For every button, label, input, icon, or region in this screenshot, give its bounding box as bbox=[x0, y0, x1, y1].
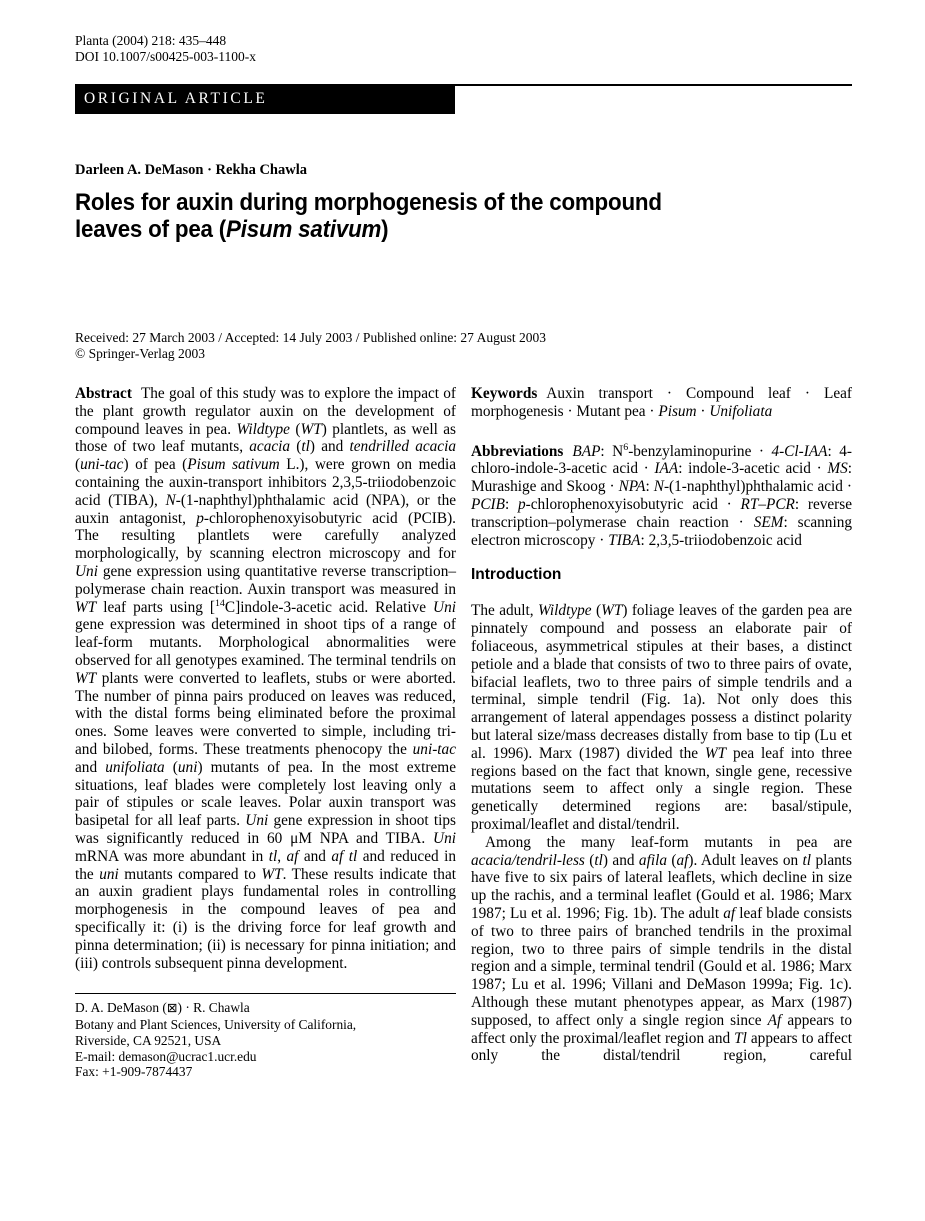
introduction-paragraph-1: The adult, Wildtype (WT) foliage leaves of the garden pea are pinnately compound and possess an elaborate pair of foliaceous, asymmetrical stipules at their bases, a distinct petiole and a blade that consists of two to three pairs of ovate, bifacial leaflets, two to three pairs of simple tendrils and a terminal, simple tendril (Fig. 1a). Not only does this arrangement of lateral appendages possess a distinct polarity but lateral size/mass decreases distally from base to tip (Lu et al. 1996). Marx (1987) divided the WT pea leaf into three regions based on the fact that known, single gene, recessive mutations seem to affect only a single region. These genetically determined regions are: basal/stipule, proximal/leaflet and distal/tendril. bbox=[471, 602, 852, 833]
keywords-text: Auxin transport · Compound leaf · Leaf morphogenesis · Mutant pea · Pisum · Unifoliata bbox=[471, 385, 852, 420]
right-column bbox=[471, 385, 852, 1080]
introduction-heading: Introduction bbox=[471, 566, 562, 584]
correspondence-fax-line: Fax: +1-909-7874437 bbox=[75, 1064, 193, 1080]
article-title bbox=[75, 190, 798, 243]
keywords-paragraph bbox=[471, 385, 852, 421]
abbreviations-text: BAP: $N^6$-benzylaminopurine · 4-Cl-IAA: 4-chloro-indole-3-acetic acid · IAA: indole-3-acetic acid · MS: Murashige and Skoog · NPA: N-(1-naphthyl)phthalamic acid · PCIB: p-chlorophenoxyisobutyric acid · RT–PCR: reverse transcription–polymerase chain reaction · SEM: scanning electron microscopy · TIBA: 2,3,5-triiodobenzoic acid bbox=[471, 441, 853, 549]
correspondence-address-line: Botany and Plant Sciences, University of California, bbox=[75, 1017, 357, 1033]
abstract-label: Abstract bbox=[75, 385, 132, 402]
header-rule bbox=[455, 84, 852, 86]
article-type-row bbox=[75, 84, 852, 114]
abbreviations-paragraph bbox=[471, 443, 852, 550]
abbreviations-label: Abbreviations bbox=[471, 442, 564, 460]
article-type-banner: ORIGINAL ARTICLE bbox=[75, 84, 455, 114]
correspondence-note bbox=[75, 993, 456, 1080]
envelope-icon: ⊠ bbox=[166, 1001, 178, 1017]
two-column-body bbox=[75, 385, 852, 1080]
keywords-label: Keywords bbox=[471, 385, 538, 402]
correspondence-rule bbox=[75, 993, 456, 994]
journal-citation: Planta (2004) 218: 435–448 bbox=[75, 33, 227, 48]
authors-line: Darleen A. DeMason · Rekha Chawla bbox=[75, 162, 307, 178]
article-page bbox=[75, 0, 852, 1080]
left-column bbox=[75, 385, 456, 1080]
abstract-text: The goal of this study was to explore the impact of the plant growth regulator auxin on the development of compound leaves in pea. Wildtype (WT) plantlets, as well as those of two leaf mutants, acacia (tl) and tendrilled acacia (uni-tac) of pea (Pisum sativum L.), were grown on media containing the auxin-transport inhibitors 2,3,5-triiodobenzoic acid (TIBA), N-(1-naphthyl)phthalamic acid (NPA), or the auxin antagonist, p-chlorophenoxyisobutyric acid (PCIB). The resulting plantlets were carefully analyzed morphologically, by scanning electron microscopy and for Uni gene expression using quantitative reverse transcription–polymerase chain reaction. Auxin transport was measured in WT leaf parts using [$^{14}$C]indole-3-acetic acid. Relative Uni gene expression was determined in shoot tips of a range of leaf-form mutants. Morphological abnormalities were observed for all genotypes examined. The terminal tendrils on WT plants were converted to leaflets, stubs or were aborted. The number of pinna pairs produced on leaves was reduced, with the distal forms being eliminated before the proximal ones. Some leaves were converted to simple, including tri- and bilobed, forms. These treatments phenocopy the uni-tac and unifoliata (uni) mutants of pea. In the most extreme situations, leaf blades were completely lost leaving only a pair of stipules or scale leaves. Polar auxin transport was basipetal for all leaf parts. Uni gene expression in shoot tips was significantly reduced in 60 μM NPA and TIBA. Uni mRNA was more abundant in tl, af and af tl and reduced in the uni mutants compared to WT. These results indicate that an auxin gradient plays fundamental roles in controlling morphogenesis in the compound leaves of pea and specifically it: (i) is the driving force for leaf growth and pinna determination; (ii) is necessary for pinna initiation; and (iii) controls subsequent pinna development. bbox=[75, 385, 457, 972]
correspondence-city-line: Riverside, CA 92521, USA bbox=[75, 1032, 222, 1048]
article-title-line-2: leaves of pea (Pisum sativum) bbox=[75, 215, 389, 243]
article-title-line-1: Roles for auxin during morphogenesis of the compound bbox=[75, 189, 662, 216]
journal-doi: DOI 10.1007/s00425-003-1100-x bbox=[75, 48, 256, 64]
correspondence-authors-line: D. A. DeMason (⊠) · R. Chawla bbox=[75, 1000, 250, 1017]
journal-header bbox=[75, 0, 852, 114]
copyright-line: © Springer-Verlag 2003 bbox=[75, 346, 205, 361]
correspondence-email-line: E-mail: demason@ucrac1.ucr.edu bbox=[75, 1048, 257, 1064]
received-accepted-published-line: Received: 27 March 2003 / Accepted: 14 July 2003 / Published online: 27 August 2003 bbox=[75, 330, 546, 345]
abstract-paragraph bbox=[75, 385, 456, 972]
introduction-paragraph-2: Among the many leaf-form mutants in pea are acacia/tendril-less (tl) and afila (af). Adult leaves on tl plants have five to six pairs of lateral leaflets, which decline in size up the rachis, and a terminal leaflet (Gould et al. 1986; Marx 1987; Lu et al. 1996; Fig. 1b). The adult af leaf blade consists of two to three pairs of branched tendrils in the proximal region, two to three pairs of simple tendrils in the distal region and a simple, terminal tendril (Gould et al. 1986; Marx 1987; Lu et al. 1996; Villani and DeMason 1999a; Fig. 1c). Although these mutant phenotypes appear, as Marx (1987) supposed, to affect only a single region since Af appears to affect only the proximal/leaflet region and Tl appears to affect only the distal/tendril region, careful bbox=[471, 833, 853, 1065]
